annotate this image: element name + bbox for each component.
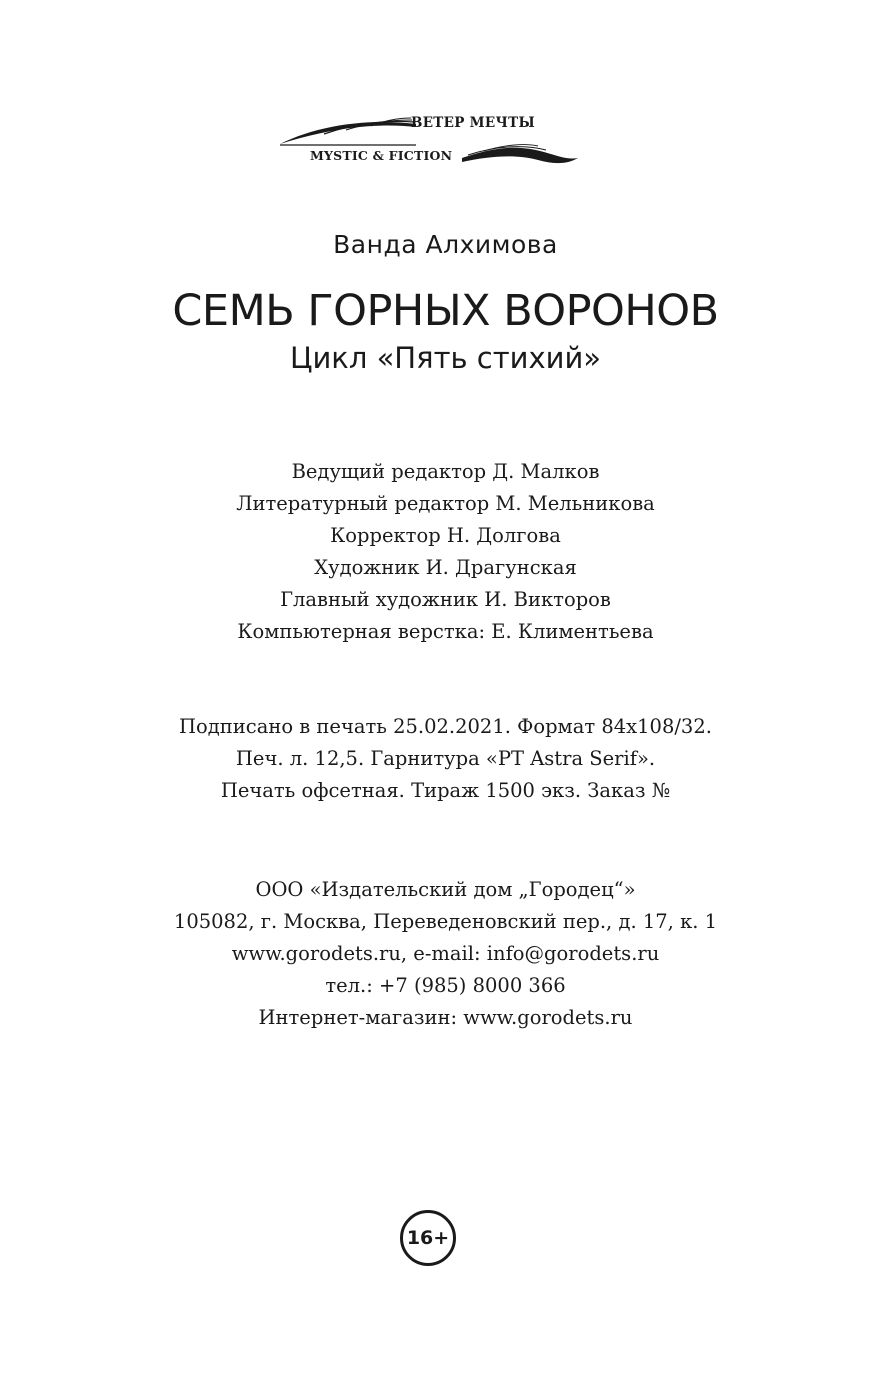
series-name-russian: ВЕТЕР МЕЧТЫ [411, 115, 536, 131]
print-info-block [0, 711, 891, 807]
print-info-line: Подписано в печать 25.02.2021. Формат 84x108/32. [179, 715, 712, 738]
credit-line: Компьютерная верстка: Е. Климентьева [237, 620, 654, 643]
credit-line: Художник И. Драгунская [314, 556, 577, 579]
book-title: СЕМЬ ГОРНЫХ ВОРОНОВ [172, 286, 719, 336]
author-name: Ванда Алхимова [333, 230, 558, 259]
print-info-line: Печ. л. 12,5. Гарнитура «PT Astra Serif». [235, 747, 656, 770]
publisher-phone: тел.: +7 (985) 8000 366 [325, 974, 566, 997]
publisher-name: ООО «Издательский дом „Городец“» [255, 878, 636, 901]
publisher-shop: Интернет-магазин: www.gorodets.ru [258, 1006, 633, 1029]
credits-block [0, 456, 891, 648]
publisher-address: 105082, г. Москва, Переведеновский пер., д. 17, к. 1 [173, 910, 718, 933]
credit-line: Корректор Н. Долгова [330, 524, 561, 547]
age-rating-badge: 16+ [400, 1210, 456, 1266]
credit-line: Ведущий редактор Д. Малков [291, 460, 600, 483]
credit-line: Литературный редактор М. Мельникова [236, 492, 655, 515]
imprint-logo [276, 108, 586, 174]
print-info-line: Печать офсетная. Тираж 1500 экз. Заказ № [220, 779, 671, 802]
publisher-block [0, 874, 891, 1034]
book-subtitle: Цикл «Пять стихий» [289, 341, 602, 375]
credit-line: Главный художник И. Викторов [280, 588, 611, 611]
publisher-web-email: www.gorodets.ru, e-mail: info@gorodets.ru [231, 942, 660, 965]
series-name-english: MYSTIC & FICTION [310, 148, 453, 163]
